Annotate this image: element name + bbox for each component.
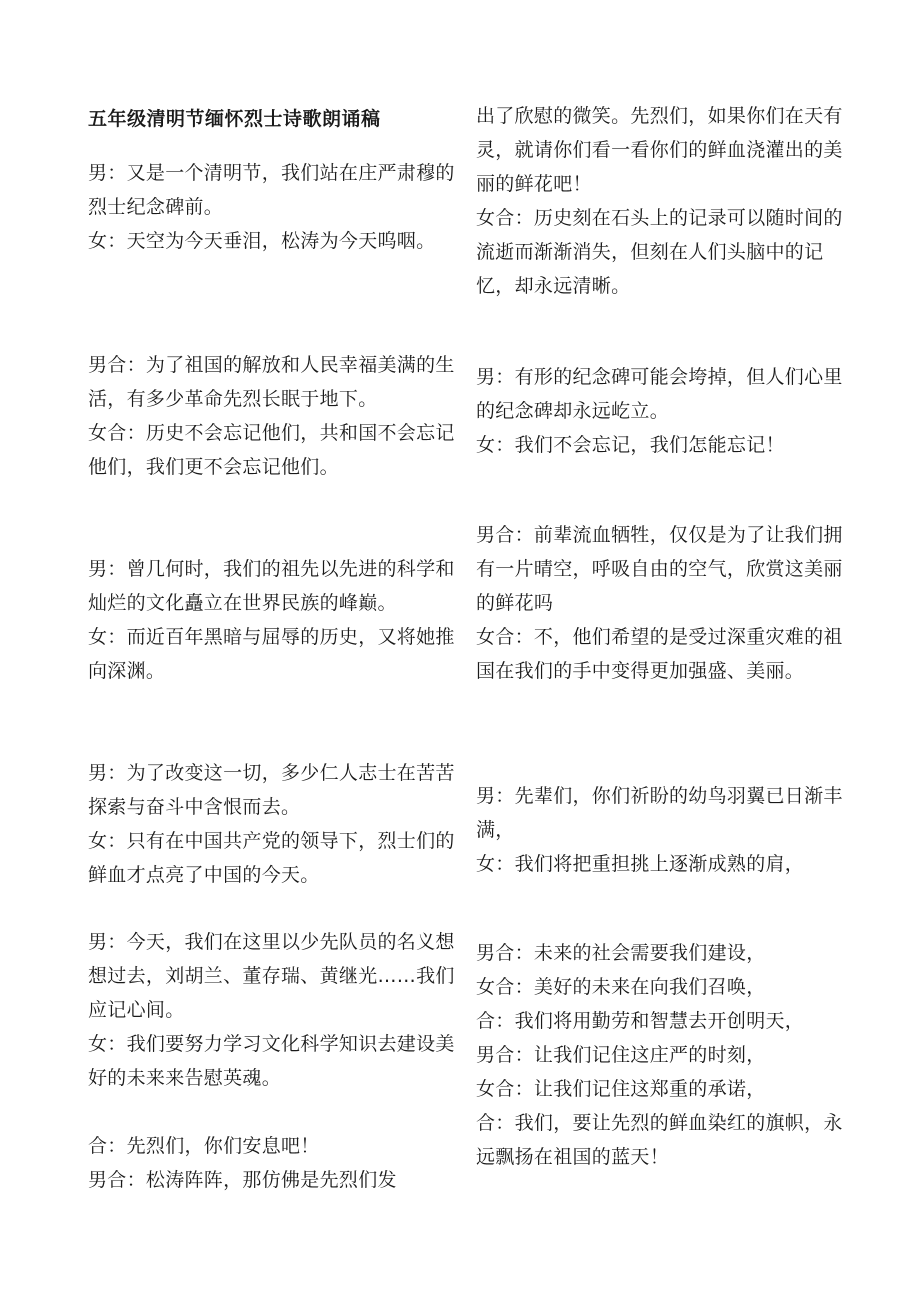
verse-line: 男合：松涛阵阵，那仿佛是先烈们发 [88, 1169, 397, 1191]
verse-line: 女：而近百年黑暗与屈辱的历史，又将她推向深渊。 [88, 626, 455, 682]
stanza-l5 [88, 925, 458, 1095]
stanza-r4 [476, 779, 846, 881]
stanza-r3 [476, 518, 846, 688]
verse-line: 女合：让我们记住这郑重的承诺， [476, 1078, 766, 1100]
stanza-l1 [88, 156, 458, 258]
verse-line: 女：我们要努力学习文化科学知识去建设美好的未来来告慰英魂。 [88, 1033, 455, 1089]
stanza-r2 [476, 360, 846, 462]
verse-line: 出了欣慰的微笑。先烈们，如果你们在天有灵，就请你们看一看你们的鲜血浇灌出的美丽的鲜花吧！ [476, 105, 843, 195]
verse-line: 男：为了改变这一切，多少仁人志士在苦苦探索与奋斗中含恨而去。 [88, 762, 455, 818]
stanza-l2 [88, 348, 458, 484]
verse-line: 女：只有在中国共产党的领导下，烈士们的鲜血才点亮了中国的今天。 [88, 830, 455, 886]
verse-line: 男：又是一个清明节，我们站在庄严肃穆的烈士纪念碑前。 [88, 162, 455, 218]
verse-line: 女：天空为今天垂泪，松涛为今天呜咽。 [88, 230, 436, 252]
verse-line: 男合：让我们记住这庄严的时刻， [476, 1044, 766, 1066]
verse-line: 女：我们不会忘记，我们怎能忘记！ [476, 434, 785, 456]
verse-line: 合：我们将用勤劳和智慧去开创明天， [476, 1010, 805, 1032]
verse-line: 女：我们将把重担挑上逐渐成熟的肩， [476, 853, 805, 875]
verse-line: 男：先辈们，你们祈盼的幼鸟羽翼已日渐丰满， [476, 785, 843, 841]
verse-line: 男合：为了祖国的解放和人民幸福美满的生活，有多少革命先烈长眠于地下。 [88, 354, 455, 410]
verse-line: 女合：历史不会忘记他们，共和国不会忘记他们，我们更不会忘记他们。 [88, 422, 455, 478]
verse-line: 男：有形的纪念碑可能会垮掉，但人们心里的纪念碑却永远屹立。 [476, 366, 843, 422]
document-title: 五年级清明节缅怀烈士诗歌朗诵稿 [88, 108, 381, 130]
verse-line: 男合：未来的社会需要我们建设， [476, 942, 766, 964]
verse-line: 女合：不，他们希望的是受过深重灾难的祖国在我们的手中变得更加强盛、美丽。 [476, 626, 843, 682]
verse-line: 女合：历史刻在石头上的记录可以随时间的流逝而渐渐消失，但刻在人们头脑中的记忆，却永远清晰。 [476, 207, 843, 297]
verse-line: 合：我们，要让先烈的鲜血染红的旗帜，永远飘扬在祖国的蓝天！ [476, 1112, 843, 1168]
verse-line: 男合：前辈流血牺牲，仅仅是为了让我们拥有一片晴空，呼吸自由的空气，欣赏这美丽的鲜花吗 [476, 524, 843, 614]
stanza-r1 [476, 99, 846, 303]
verse-line: 男：曾几何时，我们的祖先以先进的科学和灿烂的文化矗立在世界民族的峰巅。 [88, 558, 455, 614]
verse-line: 合：先烈们，你们安息吧！ [88, 1135, 320, 1157]
verse-line: 男：今天，我们在这里以少先队员的名义想想过去，刘胡兰、董存瑞、黄继光……我们应记心间。 [88, 931, 455, 1021]
stanza-l3 [88, 552, 458, 688]
stanza-l6 [88, 1129, 458, 1197]
stanza-l4 [88, 756, 458, 892]
verse-line: 女合：美好的未来在向我们召唤， [476, 976, 766, 998]
stanza-r5 [476, 936, 846, 1174]
